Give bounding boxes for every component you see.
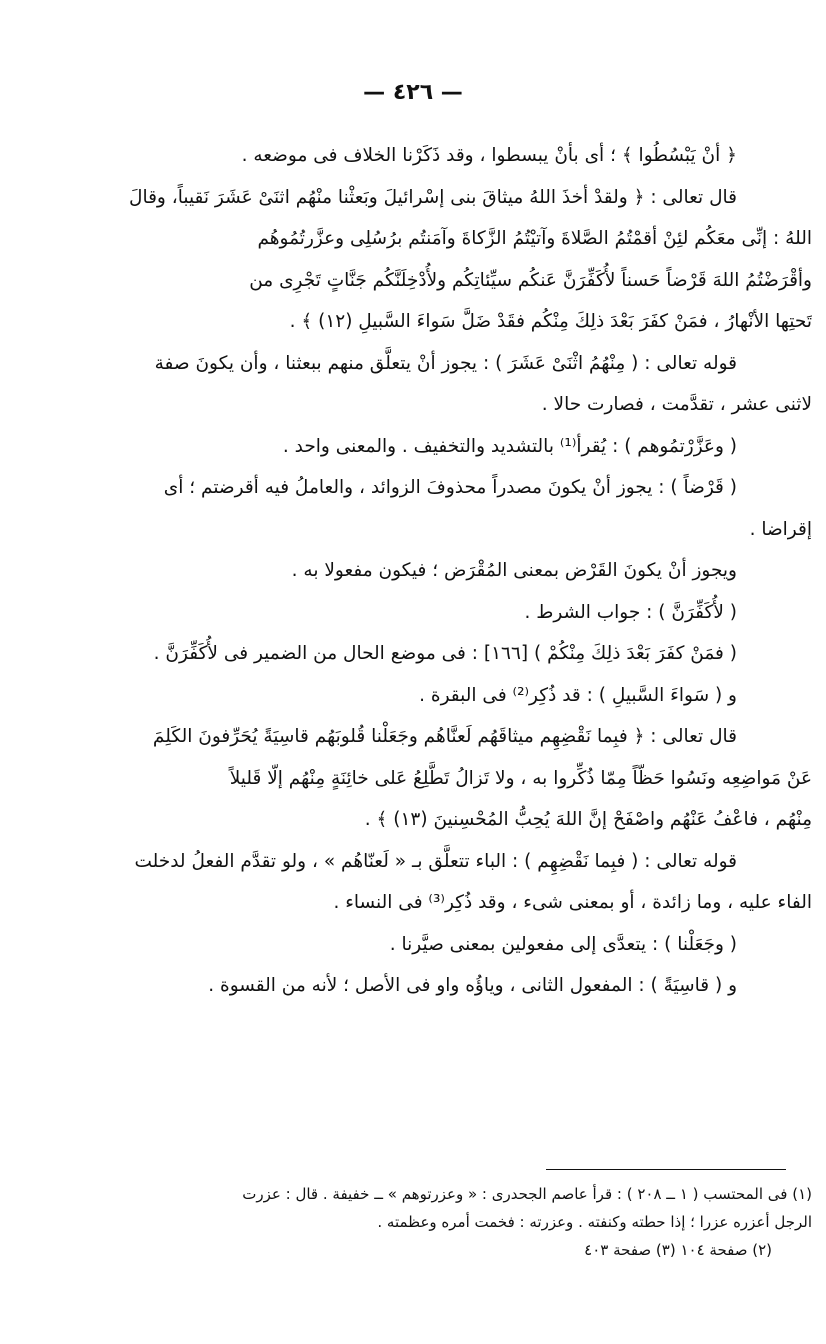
text-line: ( قَرْضاً ) : يجوز أنْ يكونَ مصدراً محذوفَ الزوائد ، والعاملُ فيه أقرضتم ؛ أى: [163, 477, 737, 498]
text-line: الفاء عليه ، وما زائدة ، أو بمعنى شىء ، وقد ذُكِر⁽³⁾ فى النساء .: [333, 892, 812, 913]
footnote-line: (٢) صفحة ١٠٤ (٣) صفحة ٤٠٣: [584, 1241, 772, 1259]
text-line: ( فمَنْ كفَرَ بَعْدَ ذلِكَ مِنْكُمْ ) [١٦٦] : فى موضع الحال من الضمير فى لأُكَفِّرَنَّ .: [153, 643, 737, 664]
text-line: تَحتِها الأنْهارُ ، فمَنْ كفَرَ بَعْدَ ذلِكَ مِنْكُم فقَدْ ضَلَّ سَواءَ السَّبيلِ (١٢) ﴾ .: [289, 311, 812, 332]
text-line: قال تعالى : ﴿ ولقدْ أخذَ اللهُ ميثاقَ بنى إسْرائيلَ وبَعثْنا منْهُم اثنَىْ عَشَرَ نَقيباً، وقالَ: [129, 186, 737, 208]
text-line: ( وعَزَّرْتمُوهم ) : يُقرأ⁽¹⁾ بالتشديد والتخفيف . والمعنى واحد .: [282, 435, 737, 457]
text-line: اللهُ : إنِّى معَكُم لئِنْ أقمْتُمُ الصَّلاةَ وآتيْتُمُ الزَّكاةَ وآمَنتُم برُسُلِى وعزَّرتُمُوهُم: [257, 228, 812, 249]
text-line: ﴿ أنْ يَبْسُطُوا ﴾ ؛ أى بأنْ يبسطوا ، وقد ذَكَرْنا الخلاف فى موضعه .: [241, 145, 737, 166]
page-number: — ٤٢٦ —: [363, 80, 463, 105]
text-line: قوله تعالى : ( فبِما نَقْضِهِم ) : الباء تتعلَّق بـ « لَعنّاهُم » ، ولو تقدَّم الفعلُ لدخلت: [134, 850, 737, 872]
footnote-line: الرجل أعزره عزرا ؛ إذا حطته وكنفته . وعزرته : فخمت أمره وعظمته .: [377, 1213, 812, 1231]
text-line: وأقْرَضْتُمُ اللهَ قَرْضاً حَسناً لأُكَفِّرَنَّ عَنكُم سيِّئاتِكُم ولأُدْخِلَنَّكُم جَنَّاتٍ تَجْرِى من: [249, 269, 812, 291]
footnotes: [32, 1180, 812, 1264]
text-line: قال تعالى : ﴿ فبِما نَقْضِهِم ميثاقَهُم لَعنَّاهُم وجَعَلْنا قُلوبَهُم قاسِيَةً يُحَرِّفونَ الكَلِمَ: [152, 726, 737, 747]
main-text: [32, 135, 812, 1007]
text-line: و ( سَواءَ السَّبيلِ ) : قد ذُكِر⁽²⁾ فى البقرة .: [419, 684, 737, 706]
footnote-line: (١) فى المحتسب ( ١ ــ ٢٠٨ ) : قرأ عاصم الجحدرى : « وعزرتوهم » ــ خفيفة . قال : عزرت: [242, 1185, 812, 1203]
text-line: ويجوز أنْ يكونَ القَرْض بمعنى المُقْرَض ؛ فيكون مفعولا به .: [291, 560, 737, 581]
text-line: ( وجَعَلْنا ) : يتعدَّى إلى مفعولين بمعنى صيَّرنا .: [389, 933, 737, 955]
text-line: و ( قاسِيَةً ) : المفعول الثانى ، وياؤُه واو فى الأصل ؛ لأنه من القسوة .: [208, 975, 737, 996]
text-line: ( لأُكَفِّرَنَّ ) : جواب الشرط .: [524, 601, 737, 623]
text-line: عَنْ مَواضِعِه ونَسُوا حَظّاً مِمّا ذُكِّروا به ، ولا تَزالُ تَطَّلِعُ عَلى خائِنَةٍ مِنْهُم إلّا قَليلاً: [229, 767, 812, 789]
text-line: لاثنى عشر ، تقدَّمت ، فصارت حالا .: [541, 394, 812, 415]
footnote-divider: [546, 1169, 786, 1170]
text-line: مِنْهُم ، فاعْفُ عَنْهُم واصْفَحْ إنَّ اللهَ يُحِبُّ المُحْسِنينَ (١٣) ﴾ .: [364, 809, 812, 830]
text-line: إقراضا .: [749, 518, 812, 540]
text-line: قوله تعالى : ( مِنْهُمُ اثْنَىْ عَشَرَ ) : يجوز أنْ يتعلَّق منهم ببعثنا ، وأن يكونَ صفة: [154, 352, 737, 374]
